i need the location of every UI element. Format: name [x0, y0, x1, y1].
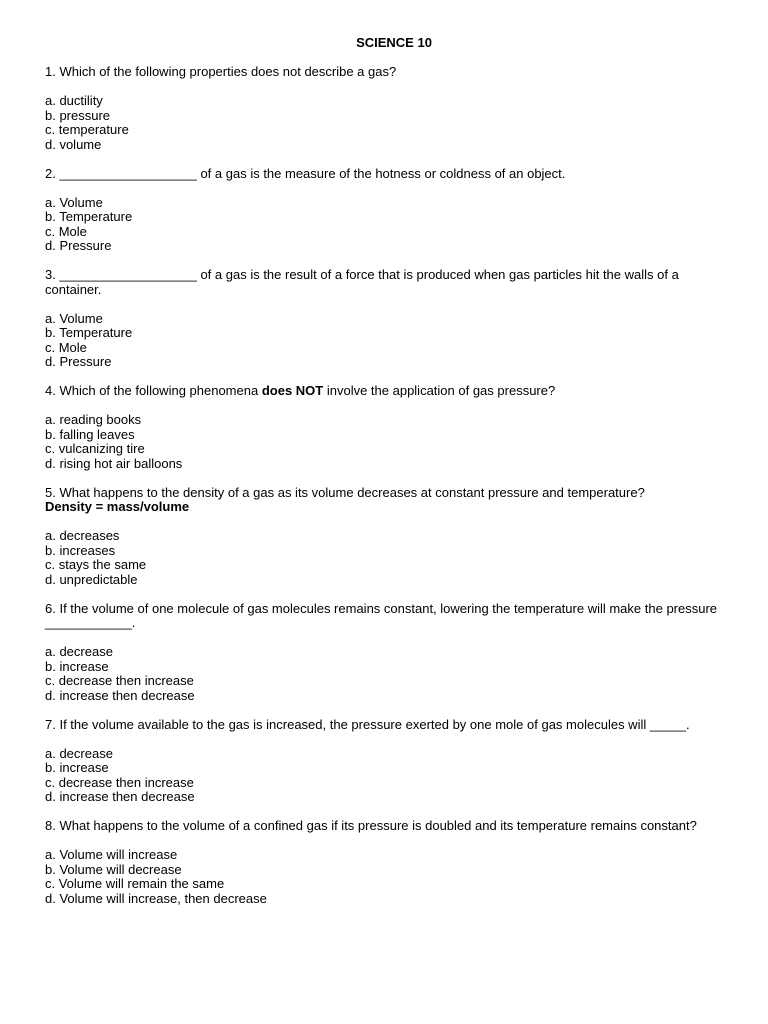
question-7	[45, 718, 725, 805]
option-a: a. decreases	[45, 528, 120, 543]
question-prompt: What happens to the density of a gas as its volume decreases at constant pressure and temperature?	[59, 484, 645, 500]
answer-options	[45, 529, 725, 587]
option-b: b. increase	[45, 760, 109, 775]
question-prompt: Which of the following properties does not describe a gas?	[59, 64, 397, 79]
question-6	[45, 602, 725, 704]
question-number: 7.	[45, 716, 56, 732]
question-2	[45, 167, 725, 254]
question-number: 1.	[45, 64, 56, 79]
option-c: c. decrease then increase	[45, 774, 194, 790]
option-d: d. volume	[45, 136, 102, 152]
formula-note: Density = mass/volume	[45, 499, 190, 514]
option-a: a. Volume will increase	[45, 847, 178, 862]
question-1	[45, 65, 725, 152]
option-b: b. falling leaves	[45, 426, 135, 442]
option-a: a. decrease	[45, 745, 113, 761]
question-text	[45, 602, 725, 631]
option-d: d. unpredictable	[45, 571, 138, 587]
question-3	[45, 268, 725, 370]
option-d: d. increase then decrease	[45, 687, 195, 703]
option-c: c. stays the same	[45, 557, 147, 572]
answer-options	[45, 413, 725, 471]
question-text	[45, 819, 725, 834]
question-prompt: If the volume of one molecule of gas molecules remains constant, lowering the temperature will make the pressure ____________.	[45, 600, 718, 630]
answer-options	[45, 747, 725, 805]
option-b: b. Volume will decrease	[45, 861, 182, 877]
option-b: b. increase	[45, 658, 109, 674]
question-text	[45, 384, 725, 399]
question-prompt-end: involve the application of gas pressure?	[323, 383, 556, 398]
question-prompt: ___________________ of a gas is the result of a force that is produced when gas particles hit the walls of a container.	[45, 267, 679, 297]
option-a: a. Volume	[45, 310, 103, 326]
option-d: d. increase then decrease	[45, 789, 195, 804]
question-text	[45, 718, 725, 733]
option-c: c. Mole	[45, 223, 87, 239]
answer-options	[45, 196, 725, 254]
question-prompt-start: Which of the following phenomena	[59, 383, 262, 398]
option-c: c. Mole	[45, 339, 87, 355]
question-text	[45, 65, 725, 80]
question-number: 5.	[45, 484, 56, 500]
option-a: a. decrease	[45, 644, 113, 659]
question-prompt: ___________________ of a gas is the measure of the hotness or coldness of an object.	[59, 165, 566, 181]
question-number: 6.	[45, 600, 56, 616]
question-number: 2.	[45, 165, 56, 181]
question-emphasis: does NOT	[261, 383, 324, 398]
option-b: b. pressure	[45, 107, 111, 123]
question-8	[45, 819, 725, 906]
option-b: b. Temperature	[45, 325, 133, 340]
option-d: d. Pressure	[45, 354, 112, 369]
document-page	[45, 36, 725, 921]
question-prompt: If the volume available to the gas is increased, the pressure exerted by one mole of gas molecules will _____.	[59, 716, 690, 732]
option-d: d. rising hot air balloons	[45, 455, 183, 471]
option-a: a. Volume	[45, 194, 103, 210]
question-number: 3.	[45, 267, 56, 282]
option-a: a. ductility	[45, 93, 103, 108]
option-a: a. reading books	[45, 412, 142, 427]
answer-options	[45, 312, 725, 370]
question-number: 8.	[45, 818, 56, 833]
option-b: b. Temperature	[45, 209, 133, 224]
question-text	[45, 486, 725, 501]
option-c: c. temperature	[45, 122, 129, 137]
question-prompt: What happens to the volume of a confined gas if its pressure is doubled and its temperature remains constant?	[59, 818, 697, 833]
option-d: d. Volume will increase, then decrease	[45, 890, 267, 906]
question-text	[45, 167, 725, 182]
option-c: c. Volume will remain the same	[45, 876, 225, 891]
question-number: 4.	[45, 383, 56, 398]
document-title: SCIENCE 10	[356, 35, 432, 50]
question-text	[45, 268, 725, 297]
option-c: c. vulcanizing tire	[45, 441, 145, 456]
answer-options	[45, 645, 725, 703]
option-d: d. Pressure	[45, 238, 112, 253]
answer-options	[45, 848, 725, 906]
option-c: c. decrease then increase	[45, 673, 194, 688]
question-4	[45, 384, 725, 471]
answer-options	[45, 94, 725, 152]
question-5	[45, 486, 725, 588]
option-b: b. increases	[45, 542, 116, 558]
